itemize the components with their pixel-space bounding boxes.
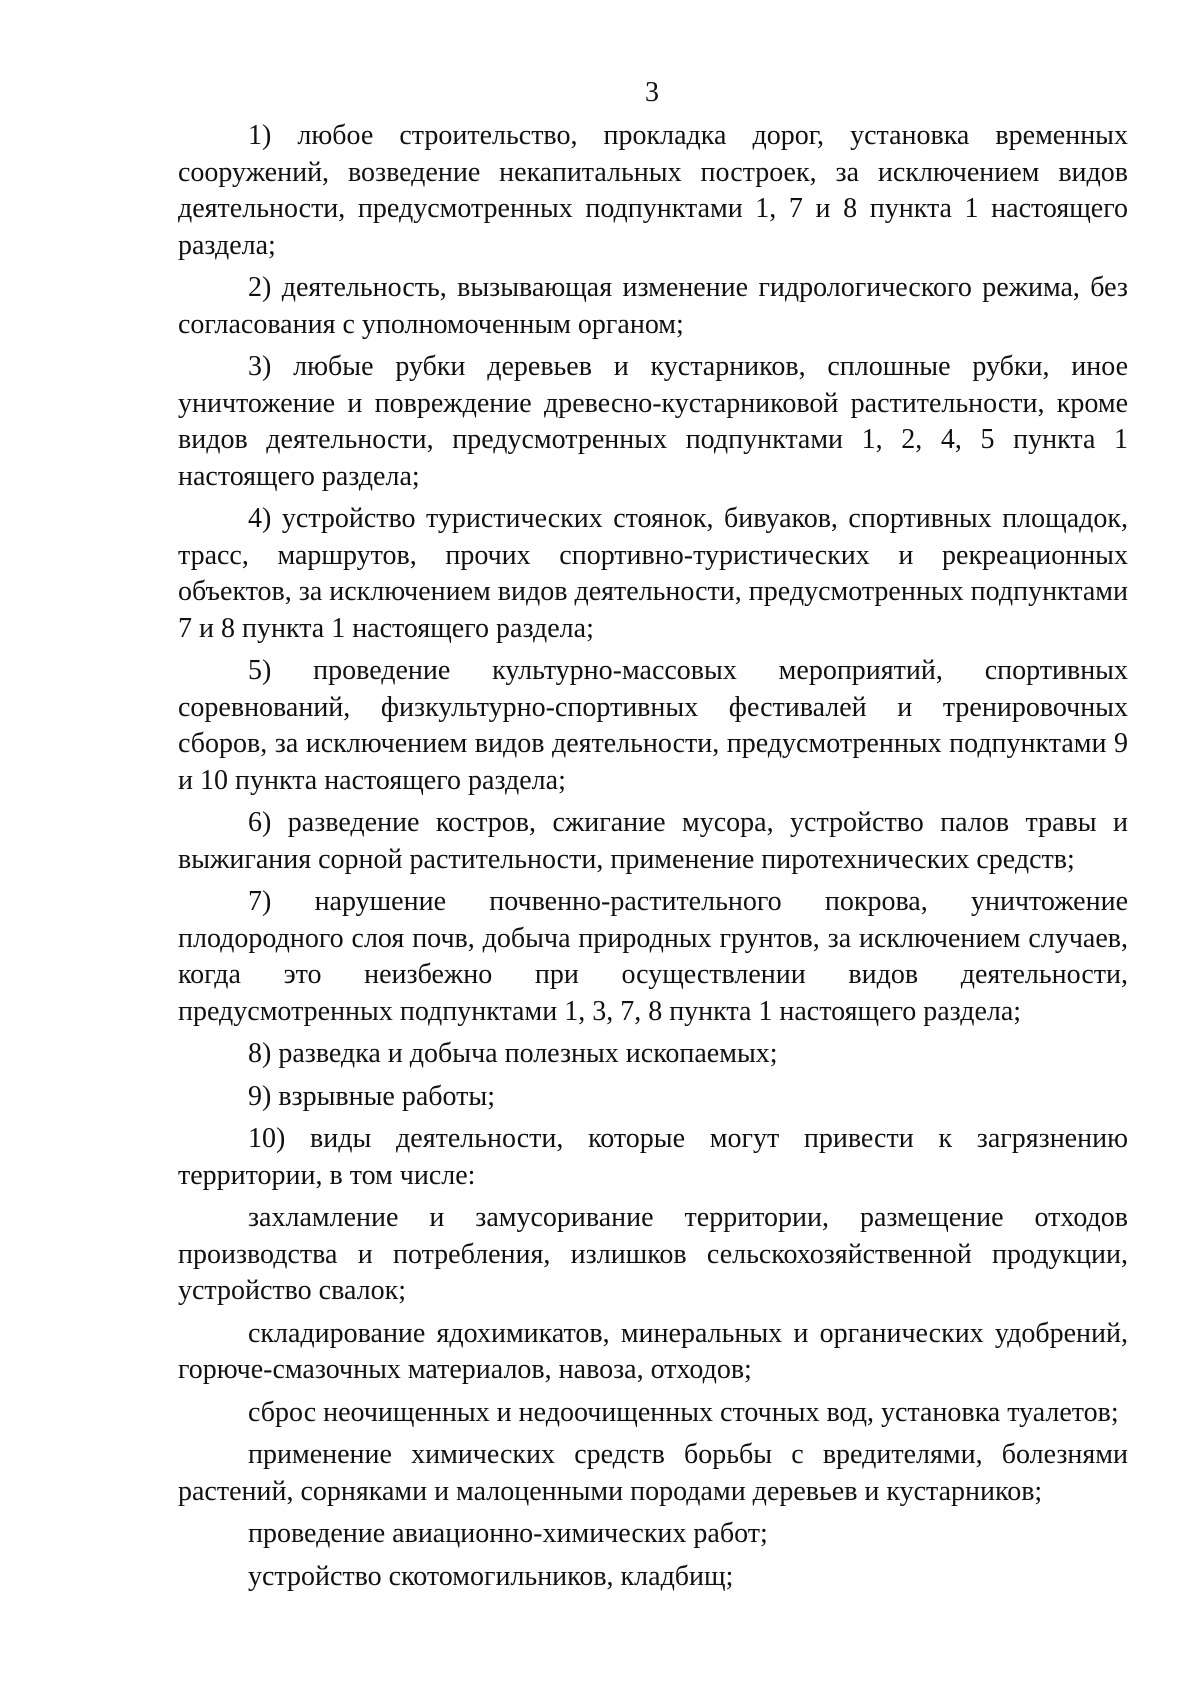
list-item: 10) виды деятельности, которые могут привести к загрязнению территории, в том числе: bbox=[178, 1123, 1128, 1191]
sub-item: применение химических средств борьбы с вредителями, болезнями растений, сорняками и малоценными породами деревьев и кустарников; bbox=[178, 1439, 1128, 1507]
document-body bbox=[178, 118, 1128, 1601]
list-item: 1) любое строительство, прокладка дорог, установка временных сооружений, возведение некапитальных построек, за исключением видов деятельности, предусмотренных подпунктами 1, 7 и 8 пункта 1 настоящего раздела; bbox=[178, 120, 1128, 261]
sub-item: проведение авиационно-химических работ; bbox=[248, 1518, 768, 1549]
list-item: 8) разведка и добыча полезных ископаемых; bbox=[248, 1038, 778, 1069]
sub-item: захламление и замусоривание территории, размещение отходов производства и потребления, излишков сельскохозяйственной продукции, устройство свалок; bbox=[178, 1202, 1128, 1306]
sub-item: складирование ядохимикатов, минеральных и органических удобрений, горюче-смазочных материалов, навоза, отходов; bbox=[178, 1317, 1128, 1385]
list-item: 4) устройство туристических стоянок, бивуаков, спортивных площадок, трасс, маршрутов, прочих спортивно-туристических и рекреационных объектов, за исключением видов деятельности, предусмотренных подпунктами 7 и 8 пункта 1 настоящего раздела; bbox=[178, 503, 1128, 644]
page-number: 3 bbox=[645, 77, 659, 108]
list-item: 2) деятельность, вызывающая изменение гидрологического режима, без согласования с уполномоченным органом; bbox=[178, 272, 1128, 340]
list-item: 5) проведение культурно-массовых мероприятий, спортивных соревнований, физкультурно-спортивных фестивалей и тренировочных сборов, за исключением видов деятельности, предусмотренных подпунктами 9 и 10 пункта настоящего раздела; bbox=[178, 655, 1128, 796]
list-item: 3) любые рубки деревьев и кустарников, сплошные рубки, иное уничтожение и повреждение древесно-кустарниковой растительности, кроме видов деятельности, предусмотренных подпунктами 1, 2, 4, 5 пункта 1 настоящего раздела; bbox=[178, 351, 1128, 492]
list-item: 7) нарушение почвенно-растительного покрова, уничтожение плодородного слоя почв, добыча природных грунтов, за исключением случаев, когда это неизбежно при осуществлении видов деятельности, предусмотренных подпунктами 1, 3, 7, 8 пункта 1 настоящего раздела; bbox=[178, 886, 1128, 1027]
sub-item: устройство скотомогильников, кладбищ; bbox=[248, 1560, 734, 1592]
sub-item: сброс неочищенных и недоочищенных сточных вод, установка туалетов; bbox=[248, 1396, 1119, 1428]
list-item: 6) разведение костров, сжигание мусора, устройство палов травы и выжигания сорной растительности, применение пиротехнических средств; bbox=[178, 807, 1128, 875]
list-item: 9) взрывные работы; bbox=[248, 1080, 495, 1112]
